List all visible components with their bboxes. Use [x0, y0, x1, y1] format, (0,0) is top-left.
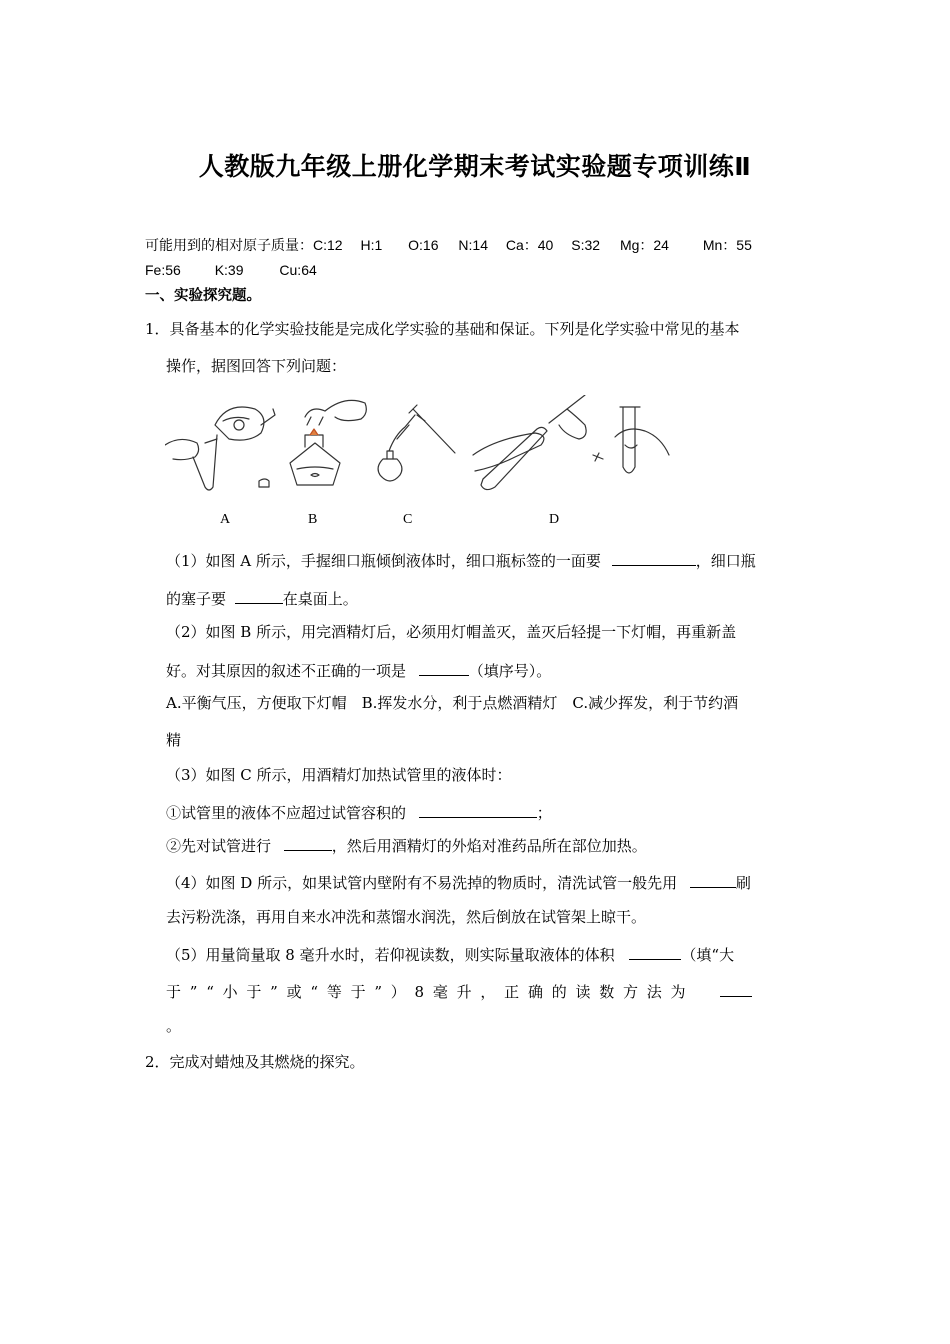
q1-part4-text-a: （4）如图 D 所示，如果试管内壁附有不易洗掉的物质时，清洗试管一般先用 — [166, 874, 678, 892]
figure-b-alcohol-lamp — [290, 400, 366, 485]
atomic-mass-line-2 — [145, 260, 317, 280]
atomic-mass-item: O:16 — [408, 237, 439, 253]
page-title: 人教版九年级上册化学期末考试实验题专项训练Ⅱ — [198, 152, 752, 181]
q1-intro-line-2: 操作，据图回答下列问题： — [166, 357, 347, 375]
q1-part5-line-3: 。 — [166, 1017, 182, 1035]
atomic-mass-item: Mg：24 — [619, 237, 669, 253]
q1-part2-text-b: 好。对其原因的叙述不正确的一项是 — [166, 662, 407, 680]
q1-part4-line-2: 去污粉洗涤，再用自来水冲洗和蒸馏水润洗，然后倒放在试管架上晾干。 — [166, 908, 647, 926]
q1-part5-text-a: （5）用量筒量取 8 毫升水时，若仰视读数，则实际量取液体的体积 — [166, 946, 615, 964]
q1-part3-sub1-text: ①试管里的液体不应超过试管容积的 — [166, 804, 407, 822]
atomic-mass-line-1 — [145, 235, 752, 256]
q1-part4-text-b: 刷 — [735, 874, 751, 892]
atomic-mass-item: Fe:56 — [145, 262, 181, 278]
atomic-mass-item: H:1 — [360, 237, 383, 253]
answer-blank[interactable] — [629, 943, 681, 960]
q1-part3-sub1 — [166, 801, 552, 823]
figure-a-pouring — [165, 407, 275, 490]
q1-part1-text-a: （1）如图 A 所示，手握细口瓶倾倒液体时，细口瓶标签的一面要 — [166, 552, 601, 570]
q1-part1-line-1 — [166, 549, 756, 571]
q1-part2-options-cont: 精 — [166, 731, 182, 749]
figure-label-a: A — [220, 512, 231, 527]
q1-part3-sub2 — [166, 834, 647, 856]
figure-label-c: C — [403, 512, 413, 527]
q1-part2-text-c: （填序号）。 — [468, 662, 552, 680]
lab-operations-figure — [165, 395, 685, 495]
q1-part5-text-c: 于 ” “ 小 于 ” 或 “ 等 于 ” ） 8 毫 升 ， 正 确 的 读 数 方 法 为 — [166, 983, 686, 1001]
q1-part2-line-1: （2）如图 B 所示，用完酒精灯后，必须用灯帽盖灭，盖灭后轻提一下灯帽，再重新盖 — [166, 623, 737, 641]
atomic-mass-item: Ca：40 — [505, 237, 554, 253]
q1-part3-line: （3）如图 C 所示，用酒精灯加热试管里的液体时： — [166, 766, 512, 784]
atomic-mass-item: Mn：55 — [702, 237, 752, 253]
q1-part3-sub2-text: ②先对试管进行 — [166, 837, 272, 855]
atomic-mass-item: S:32 — [571, 237, 601, 253]
figure-d-washing — [473, 395, 669, 490]
answer-blank[interactable] — [690, 871, 736, 888]
q1-part5-line-2 — [166, 980, 752, 1002]
q1-part3-sub2-end: ，然后用酒精灯的外焰对准药品所在部位加热。 — [331, 837, 647, 855]
q1-intro-line-1: 1．具备基本的化学实验技能是完成化学实验的基础和保证。下列是化学实验中常见的基本 — [145, 320, 740, 338]
atomic-mass-item: N:14 — [458, 237, 488, 253]
answer-blank[interactable] — [284, 834, 332, 851]
q1-part2-line-2 — [166, 659, 551, 681]
q1-part1-line-2 — [166, 587, 358, 609]
q1-part2-options: A.平衡气压，方便取下灯帽 B.挥发水分，利于点燃酒精灯 C.减少挥发，利于节约酒 — [166, 694, 739, 712]
q1-part5-text-b: （填“大 — [681, 946, 735, 964]
answer-blank[interactable] — [612, 549, 696, 566]
q2-text: 2．完成对蜡烛及其燃烧的探究。 — [145, 1053, 365, 1071]
q1-part5-line-1 — [166, 943, 734, 965]
answer-blank[interactable] — [419, 659, 469, 676]
q1-part4-line-1 — [166, 871, 751, 893]
atomic-mass-item: K:39 — [214, 262, 244, 278]
q1-part1-text-d: 在桌面上。 — [282, 590, 358, 608]
atomic-mass-item: Cu:64 — [279, 262, 317, 278]
answer-blank[interactable] — [720, 980, 752, 997]
figure-label-d: D — [549, 512, 560, 527]
answer-blank[interactable] — [235, 587, 283, 604]
section-heading: 一、实验探究题。 — [145, 288, 261, 304]
q1-part1-text-b: ，细口瓶 — [695, 552, 756, 570]
atomic-mass-item: C:12 — [313, 237, 343, 253]
figure-label-b: B — [308, 512, 318, 527]
figure-c-heating-tube — [378, 405, 455, 481]
atomic-mass-prefix: 可能用到的相对原子质量： — [145, 238, 313, 254]
answer-blank[interactable] — [419, 801, 537, 818]
q1-part3-sub1-end: ； — [536, 804, 552, 822]
q1-part1-text-c: 的塞子要 — [166, 590, 227, 608]
